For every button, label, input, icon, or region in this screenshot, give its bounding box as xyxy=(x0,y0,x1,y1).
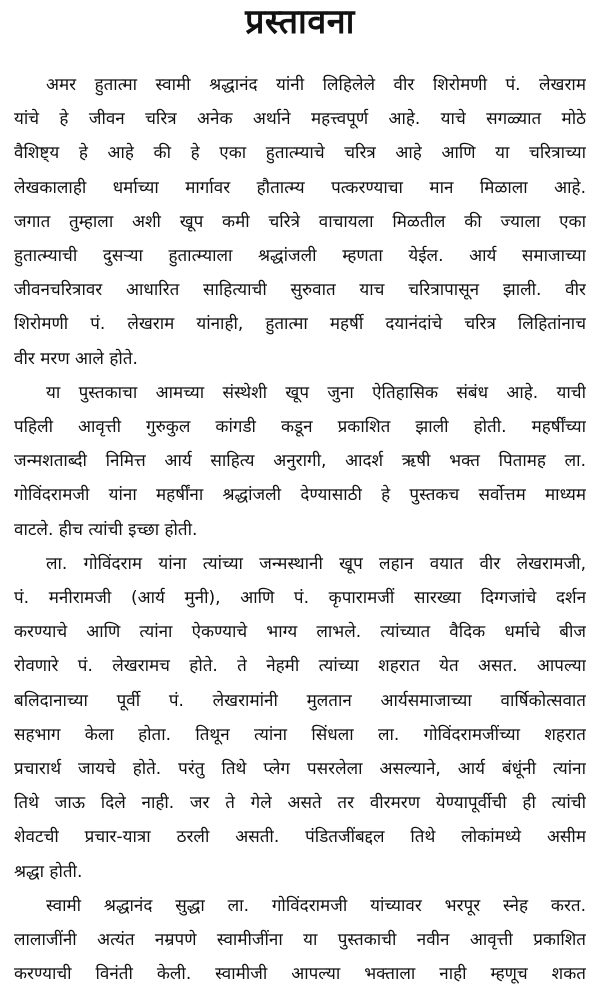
paragraph-line: स्वामी श्रद्धानंद सुद्धा ला. गोविंदरामजी यांच्यावर भरपूर स्नेह करत. xyxy=(46,896,586,916)
paragraph-line: या पुस्तकाचा आमच्या संस्थेशी खूप जुना ऐतिहासिक संबंध आहे. याची xyxy=(46,383,586,403)
paragraph-line: हुतात्म्याची दुसऱ्या हुतात्म्याला श्रद्धांजली म्हणता येईल. आर्य समाजाच्या xyxy=(14,246,586,266)
paragraph-line: लालाजींनी अत्यंत नम्रपणे स्वामीजींना या पुस्तकाची नवीन आवृत्ती प्रकाशित xyxy=(14,930,586,950)
paragraph-line: वैशिष्ट्य हे आहे की हे एका हुतात्म्याचे चरित्र आहे आणि या चरित्राच्या xyxy=(14,143,586,163)
paragraph-line: रोवणारे पं. लेखरामच होते. ते नेहमी त्यांच्या शहरात येत असत. आपल्या xyxy=(14,656,586,676)
paragraph-line: गोविंदरामजी यांना महर्षींना श्रद्धांजली देण्यासाठी हे पुस्तकच सर्वोत्तम माध्यम xyxy=(14,485,586,505)
paragraph-line: जन्मशताब्दी निमित्त आर्य साहित्य अनुरागी, आदर्श ऋषी भक्त पितामह ला. xyxy=(14,451,586,471)
paragraph-line: वाटले. हीच त्यांची इच्छा होती. xyxy=(14,520,198,540)
paragraph-line: सहभाग केला होता. तिथून त्यांना सिंधला ला. गोविंदरामजींच्या शहरात xyxy=(14,725,586,745)
paragraph-line: लेखकालाही धर्माच्या मार्गावर हौतात्म्य पत्करण्याचा मान मिळाला आहे. xyxy=(14,178,586,198)
paragraph-line: जगात तुम्हाला अशी खूप कमी चरित्रे वाचायला मिळतील की ज्याला एका xyxy=(14,212,586,232)
paragraph-line: करण्याचे आणि त्यांना ऐकण्याचे भाग्य लाभले. त्यांच्यात वैदिक धर्माचे बीज xyxy=(14,622,586,642)
paragraph-line: तिथे जाऊ दिले नाही. जर ते गेले असते तर वीरमरण येण्यापूर्वीची ही त्यांची xyxy=(14,793,586,813)
paragraph-line: पहिली आवृत्ती गुरुकुल कांगडी कडून प्रकाशित झाली होती. महर्षींच्या xyxy=(14,417,586,437)
paragraph-line: ला. गोविंदराम यांना त्यांच्या जन्मस्थानी खूप लहान वयात वीर लेखरामजी, xyxy=(46,554,586,574)
paragraph-line: प्रचारार्थ जायचे होते. परंतु तिथे प्लेग पसरलेला असल्याने, आर्य बंधूंनी त्यांना xyxy=(14,759,586,779)
paragraph-line: जीवनचरित्रावर आधारित साहित्याची सुरुवात याच चरित्रापासून झाली. वीर xyxy=(14,280,586,300)
paragraph-line: यांचे हे जीवन चरित्र अनेक अर्थाने महत्त्वपूर्ण आहे. याचे सगळ्यात मोठे xyxy=(14,109,586,129)
paragraph-line: पं. मनीरामजी (आर्य मुनी), आणि पं. कृपारामजीं सारख्या दिग्गजांचे दर्शन xyxy=(14,588,586,608)
paragraph-line: शिरोमणी पं. लेखराम यांनाही, हुतात्मा महर्षी दयानंदांचे चरित्र लिहितांनाच xyxy=(14,314,586,334)
paragraph-line: वीर मरण आले होते. xyxy=(14,349,138,369)
paragraph-line: अमर हुतात्मा स्वामी श्रद्धानंद यांनी लिहिलेले वीर शिरोमणी पं. लेखराम xyxy=(46,75,586,95)
paragraph-line: बलिदानाच्या पूर्वी पं. लेखरामांनी मुलतान आर्यसमाजाच्या वार्षिकोत्सवात xyxy=(14,691,586,711)
paragraph-line: शेवटची प्रचार-यात्रा ठरली असती. पंडितजींबद्दल तिथे लोकांमध्ये असीम xyxy=(14,827,586,847)
page-title: प्रस्तावना xyxy=(245,2,355,42)
paragraph-line: श्रद्धा होती. xyxy=(14,862,83,882)
paragraph-line: करण्याची विनंती केली. स्वामीजी आपल्या भक्ताला नाही म्हणूच शकत xyxy=(14,964,586,984)
